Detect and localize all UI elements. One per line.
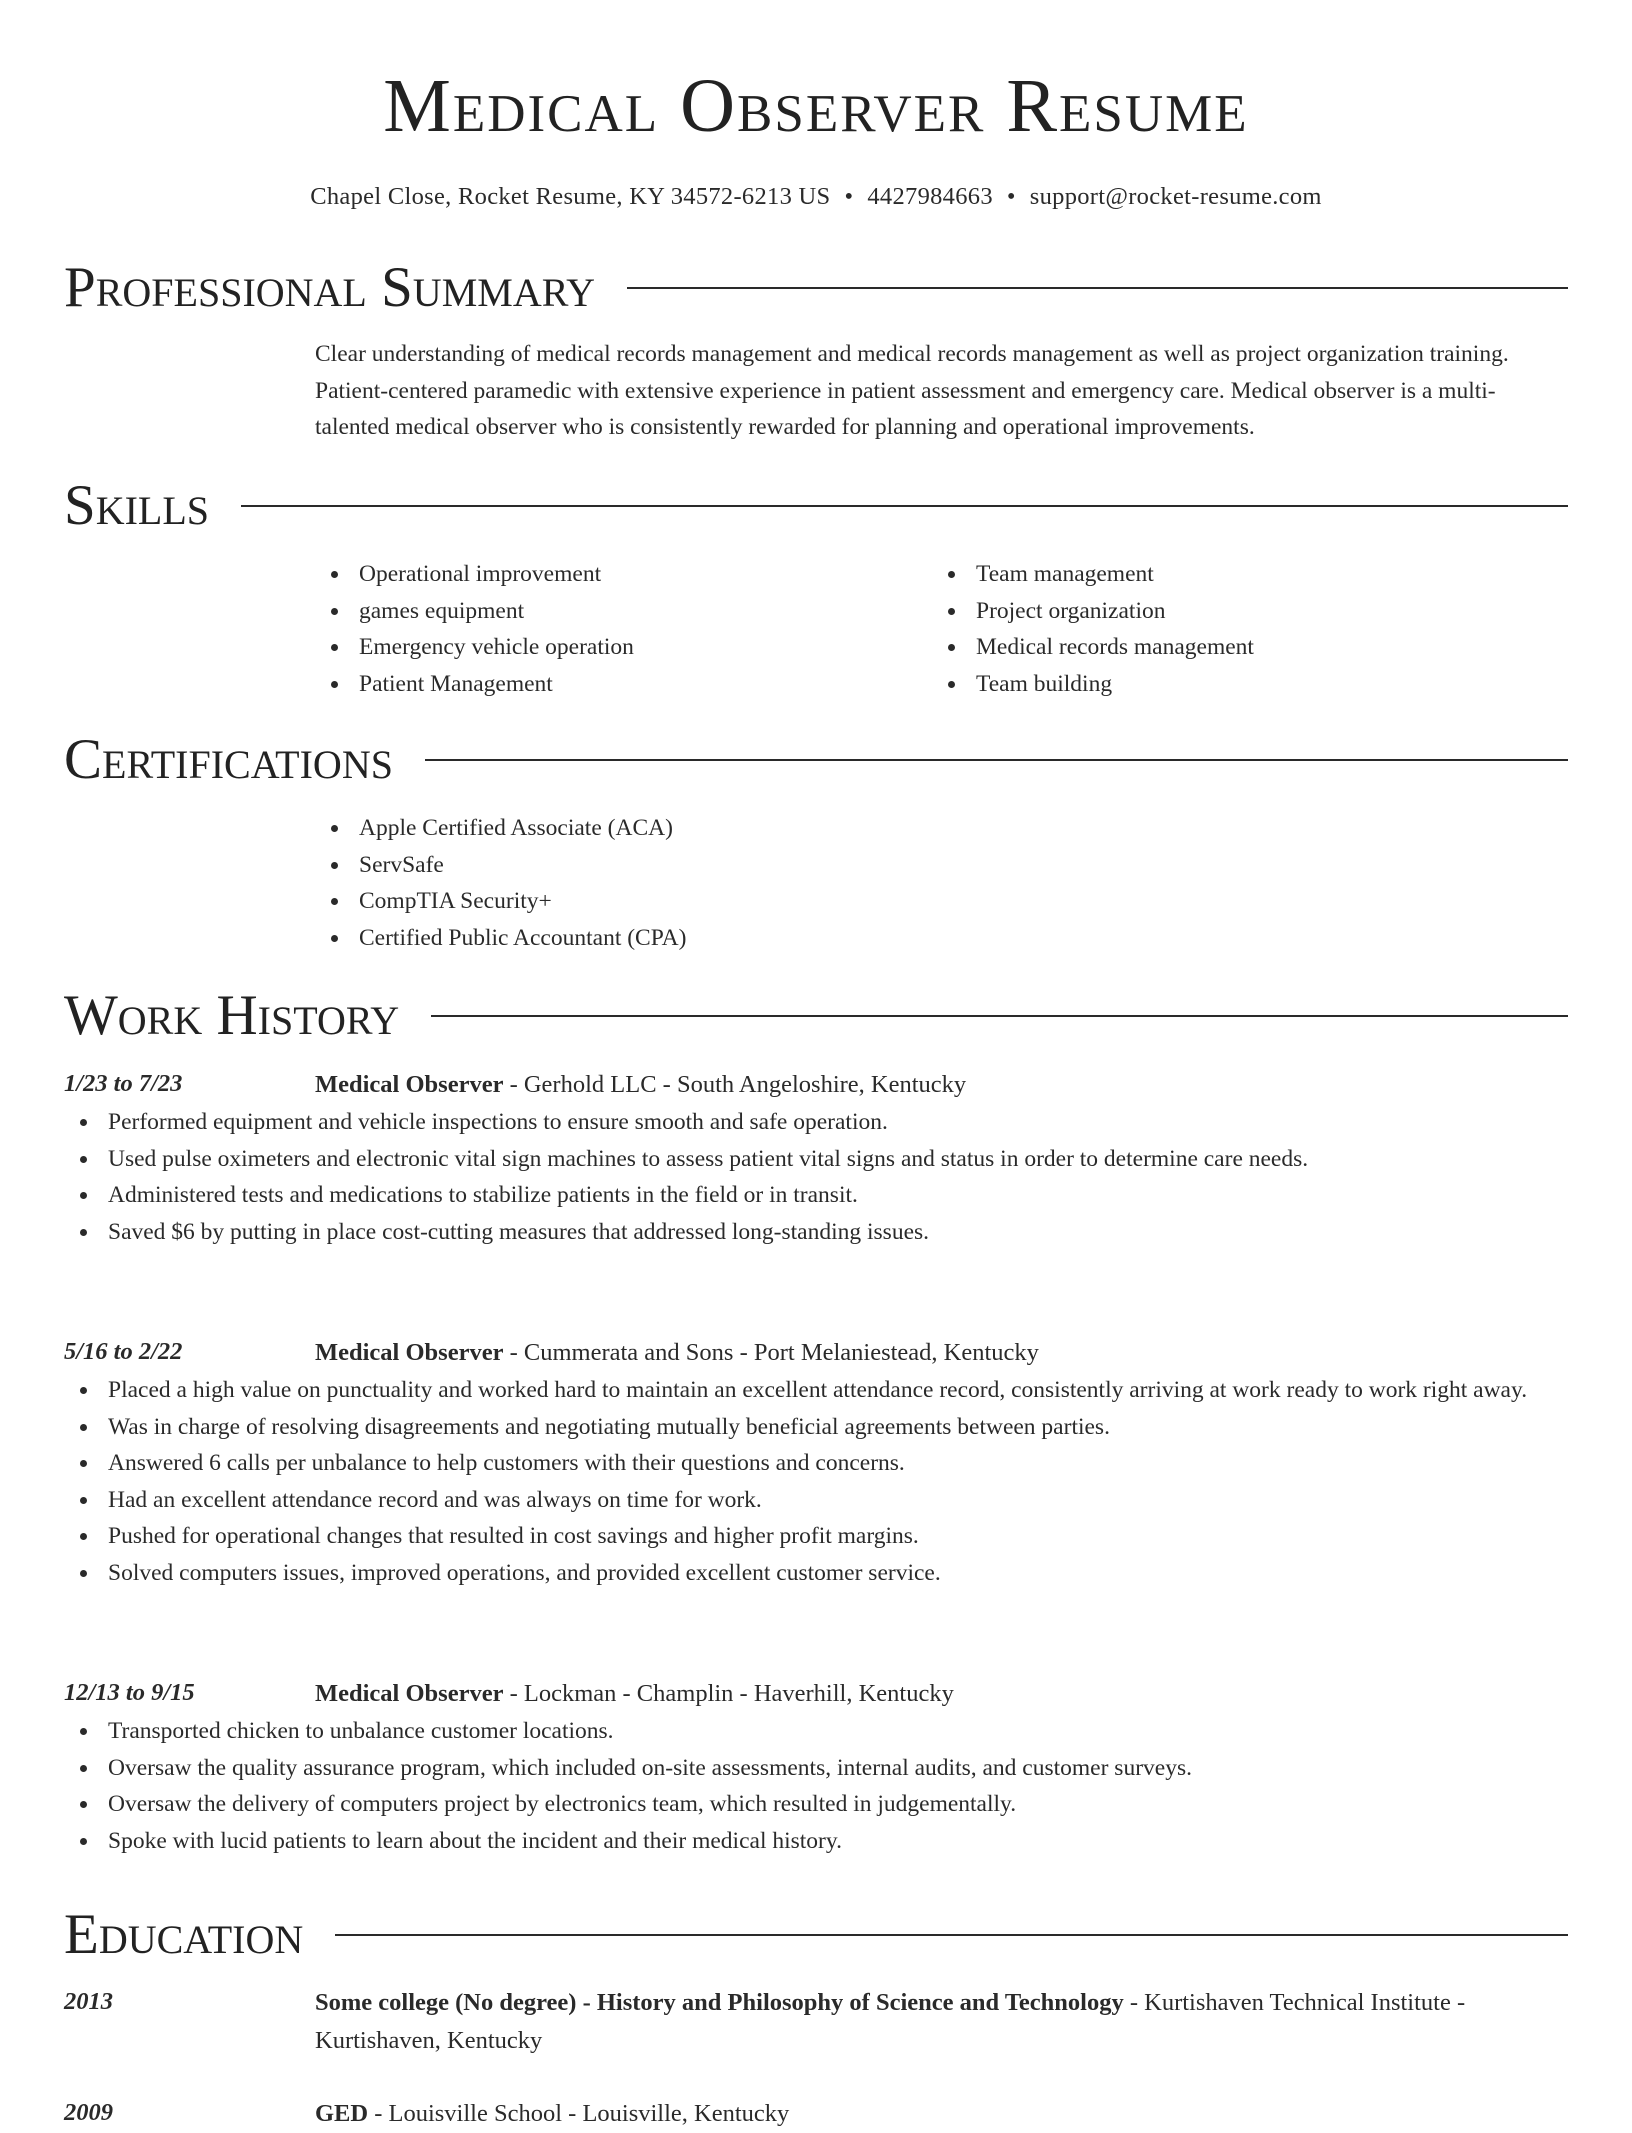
certifications-section	[64, 725, 1568, 956]
job-employer: - Lockman - Champlin - Haverhill, Kentucky	[503, 1680, 954, 1707]
contact-address: Chapel Close, Rocket Resume, KY 34572-6213 US	[310, 183, 831, 210]
job-bullet: Saved $6 by putting in place cost-cutting measures that addressed long-standing issues.	[64, 1214, 1568, 1251]
section-title-certifications: Certifications	[64, 728, 393, 791]
education-heading	[315, 1984, 1568, 2060]
certifications-heading-row	[64, 725, 1568, 795]
education-heading	[315, 2095, 1568, 2133]
job-entry	[64, 1334, 1568, 1591]
section-title-skills: Skills	[64, 474, 210, 537]
job-bullet: Performed equipment and vehicle inspections to ensure smooth and safe operation.	[64, 1104, 1568, 1141]
skill-item: Team building	[932, 666, 1549, 703]
job-bullet: Administered tests and medications to stabilize patients in the field or in transit.	[64, 1177, 1568, 1214]
job-bullet: Solved computers issues, improved operations, and provided excellent customer service.	[64, 1555, 1568, 1592]
job-bullet: Oversaw the delivery of computers project by electronics team, which resulted in judgementally.	[64, 1786, 1568, 1823]
job-bullet: Had an excellent attendance record and was always on time for work.	[64, 1482, 1568, 1519]
job-employer: - Gerhold LLC - South Angeloshire, Kentucky	[503, 1071, 967, 1098]
education-year: 2009	[64, 2099, 113, 2126]
education-heading-row	[64, 1900, 1568, 1970]
job-heading	[315, 1066, 1568, 1104]
education-section	[64, 1900, 1568, 1970]
work-heading-row	[64, 981, 1568, 1051]
skills-grid	[315, 556, 1568, 702]
job-heading	[315, 1334, 1568, 1372]
education-degree: Some college (No degree) - History and Philosophy of Science and Technology	[315, 1989, 1124, 2016]
job-employer: - Cummerata and Sons - Port Melaniestead, Kentucky	[503, 1339, 1039, 1366]
job-role: Medical Observer	[315, 1071, 504, 1098]
contact-line	[64, 180, 1568, 214]
job-bullets	[64, 1104, 1568, 1250]
resume-title: Medical Observer Resume	[383, 64, 1249, 148]
skill-item: games equipment	[315, 593, 932, 630]
job-entry	[64, 1675, 1568, 1859]
section-divider	[335, 1934, 1568, 1936]
contact-email: support@rocket-resume.com	[1029, 183, 1322, 210]
education-school: - Kurtishaven Technical Institute - Kurtishaven, Kentucky	[315, 1989, 1466, 2054]
skills-list-right	[932, 556, 1549, 702]
certification-item: CompTIA Security+	[315, 883, 1568, 920]
summary-section	[64, 253, 1568, 446]
education-entry	[64, 1984, 1568, 2060]
certifications-body	[315, 810, 1568, 956]
skills-section	[64, 471, 1568, 702]
section-title-work-history: Work History	[64, 984, 400, 1047]
job-bullet: Spoke with lucid patients to learn about the incident and their medical history.	[64, 1823, 1568, 1860]
skill-item: Patient Management	[315, 666, 932, 703]
certification-item: Certified Public Accountant (CPA)	[315, 920, 1568, 957]
skill-item: Team management	[932, 556, 1549, 593]
contact-separator: •	[844, 183, 854, 210]
skill-item: Medical records management	[932, 629, 1549, 666]
skill-item: Operational improvement	[315, 556, 932, 593]
job-bullet: Oversaw the quality assurance program, which included on-site assessments, internal audits, and customer surveys.	[64, 1750, 1568, 1787]
job-bullets	[64, 1372, 1568, 1591]
summary-text: Clear understanding of medical records management and medical records management as well as project organization training. Patient-centered paramedic with extensive experience in patient assessment and emergency care. Medical observer is a multi-talented medical observer who is consistently rewarded for planning and operational improvements.	[315, 341, 1509, 440]
section-divider	[627, 287, 1568, 289]
summary-heading-row	[64, 253, 1568, 323]
certifications-list	[315, 810, 1568, 956]
skills-list-left	[315, 556, 932, 702]
skill-item: Emergency vehicle operation	[315, 629, 932, 666]
contact-phone: 4427984663	[867, 183, 993, 210]
job-role: Medical Observer	[315, 1339, 504, 1366]
job-bullet: Was in charge of resolving disagreements and negotiating mutually beneficial agreements between parties.	[64, 1409, 1568, 1446]
job-role: Medical Observer	[315, 1680, 504, 1707]
contact-separator: •	[1006, 183, 1016, 210]
summary-body	[315, 336, 1568, 446]
section-divider	[425, 759, 1568, 761]
work-history-section	[64, 981, 1568, 1051]
education-year: 2013	[64, 1988, 113, 2015]
certification-item: Apple Certified Associate (ACA)	[315, 810, 1568, 847]
job-dates: 12/13 to 9/15	[64, 1679, 195, 1706]
job-dates: 5/16 to 2/22	[64, 1338, 183, 1365]
job-entry	[64, 1066, 1568, 1250]
section-divider	[431, 1015, 1568, 1017]
education-entry	[64, 2095, 1568, 2133]
section-title-education: Education	[64, 1903, 304, 1966]
job-bullet: Answered 6 calls per unbalance to help customers with their questions and concerns.	[64, 1445, 1568, 1482]
section-divider	[241, 505, 1568, 507]
section-title-summary: Professional Summary	[64, 256, 596, 319]
job-bullet: Used pulse oximeters and electronic vital sign machines to assess patient vital signs and status in order to determine care needs.	[64, 1141, 1568, 1178]
job-dates: 1/23 to 7/23	[64, 1070, 183, 1097]
job-bullets	[64, 1713, 1568, 1859]
resume-page	[64, 0, 1568, 2127]
job-bullet: Pushed for operational changes that resulted in cost savings and higher profit margins.	[64, 1518, 1568, 1555]
education-degree: GED	[315, 2100, 369, 2127]
skills-heading-row	[64, 471, 1568, 541]
job-heading	[315, 1675, 1568, 1713]
certification-item: ServSafe	[315, 847, 1568, 884]
job-bullet: Transported chicken to unbalance customer locations.	[64, 1713, 1568, 1750]
skill-item: Project organization	[932, 593, 1549, 630]
job-bullet: Placed a high value on punctuality and worked hard to maintain an excellent attendance record, consistently arriving at work ready to work right away.	[64, 1372, 1568, 1409]
education-school: - Louisville School - Louisville, Kentucky	[368, 2100, 790, 2127]
